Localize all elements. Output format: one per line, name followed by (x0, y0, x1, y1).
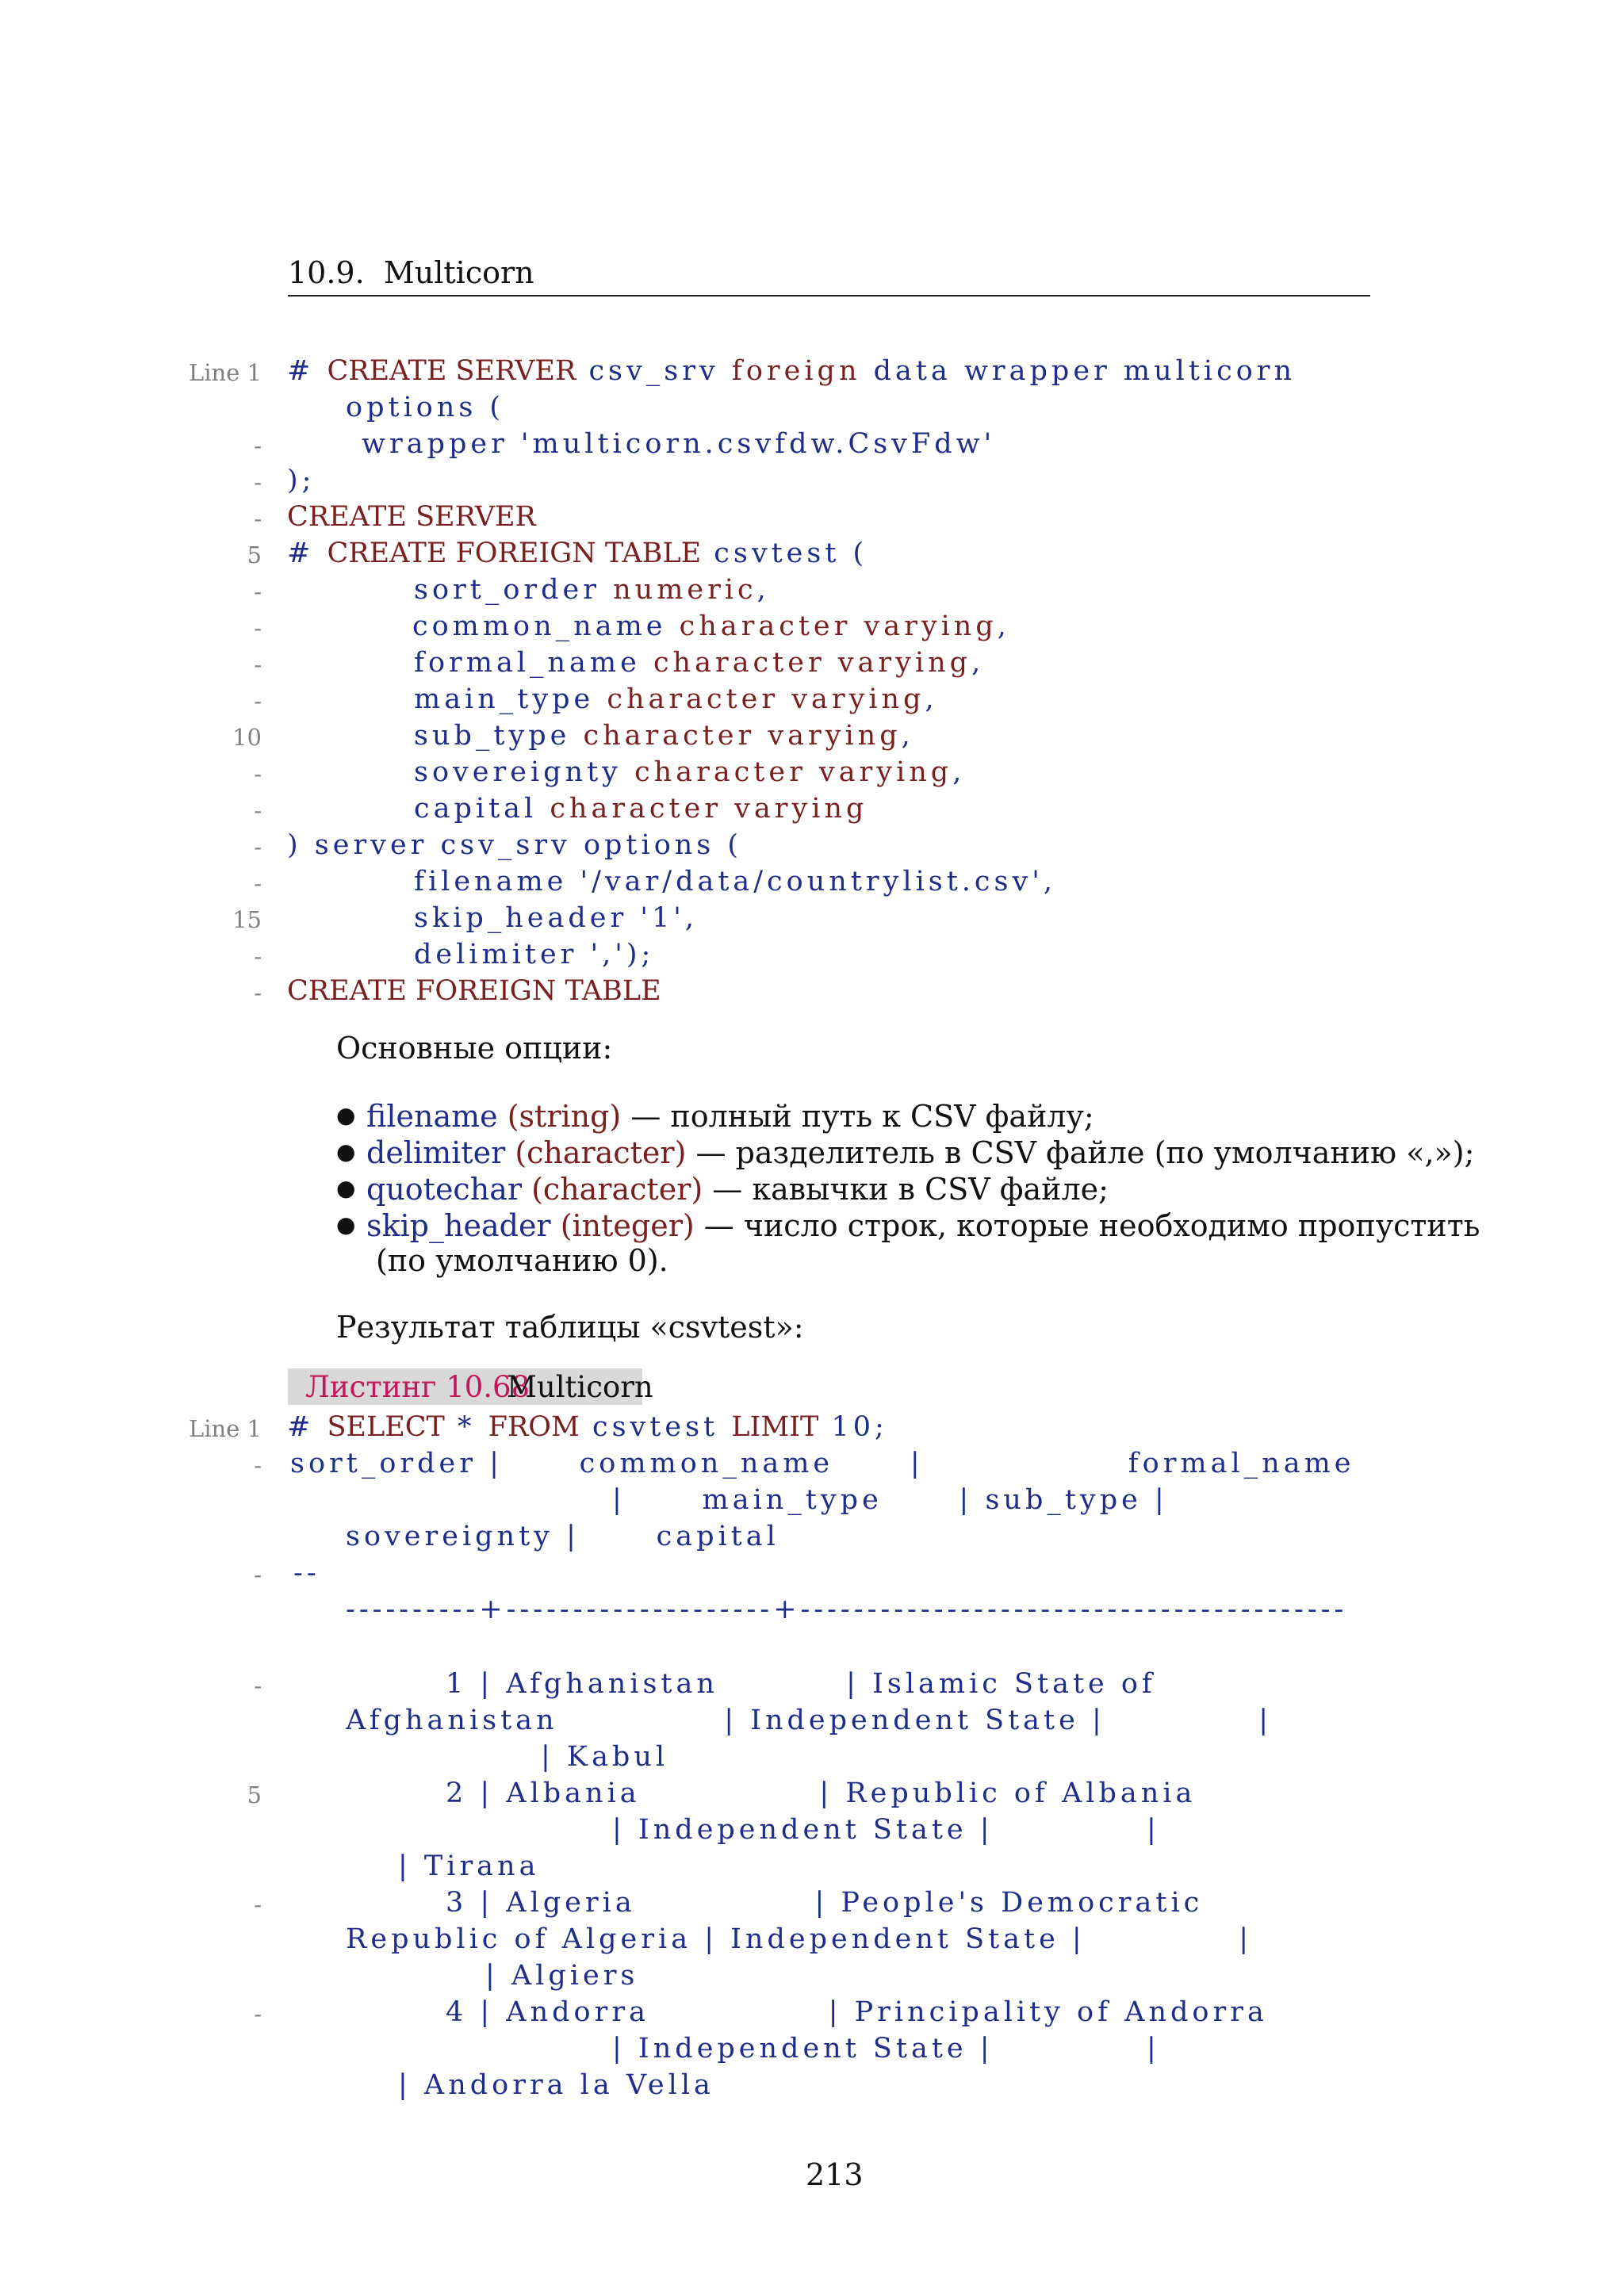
code-line (287, 501, 536, 533)
code-token: # (287, 355, 327, 387)
code-token: filename '/var/data/countrylist.csv', (414, 866, 1057, 897)
page-number: 213 (806, 2157, 864, 2192)
line-number: - (254, 2000, 262, 2027)
code-token: csvtest (579, 1411, 732, 1443)
line-number: Line 1 (188, 1415, 262, 1442)
line-number: - (254, 687, 262, 714)
code-line (414, 902, 698, 934)
code-token: # (287, 1411, 327, 1443)
code-token: data wrapper multicorn (860, 355, 1297, 387)
option-description: — число строк, которые необходимо пропустить (694, 1208, 1480, 1243)
code-token: , (756, 574, 770, 606)
options-heading: Основные опции: (336, 1031, 613, 1066)
code-token: character varying (550, 793, 868, 825)
code-token: character varying (607, 683, 925, 715)
options-continuation: (по умолчанию 0). (376, 1243, 668, 1278)
line-number: - (254, 469, 262, 496)
code-token: character varying (583, 720, 902, 752)
code-token: | Independent State | | (612, 2033, 1160, 2064)
code-token: Republic of Algeria | Independent State | | (346, 1923, 1253, 1955)
result-heading: Результат таблицы «csvtest»: (336, 1310, 804, 1345)
code-line (414, 756, 965, 788)
listing-title: Multicorn (507, 1370, 653, 1404)
bullet-icon: ● (336, 1102, 356, 1128)
line-number: - (254, 870, 262, 897)
section-number: 10.9. (288, 255, 365, 290)
code-line (446, 1777, 1196, 1809)
line-number: 5 (247, 541, 262, 568)
line-number: - (254, 943, 262, 970)
code-token: 2 | Albania | Republic of Albania (446, 1777, 1197, 1809)
code-line (612, 2033, 1160, 2064)
code-line (446, 1668, 1156, 1700)
code-line (346, 1594, 1347, 1625)
option-description: — кавычки в CSV файле; (703, 1172, 1109, 1207)
code-token: ); (287, 465, 316, 496)
code-line (287, 538, 868, 569)
line-number: 5 (247, 1781, 262, 1808)
code-token: sovereignty | capital (346, 1521, 779, 1552)
option-type: (integer) (560, 1208, 695, 1243)
option-item (366, 1172, 1109, 1207)
code-token: | Tirana (398, 1850, 540, 1882)
code-token: main_type (414, 683, 607, 715)
code-line (414, 720, 914, 752)
code-token: character varying (653, 647, 972, 679)
code-token: sub_type (414, 720, 584, 752)
option-name: delimiter (366, 1135, 515, 1170)
code-token: sort_order (414, 574, 614, 606)
code-token: # (287, 538, 327, 569)
listing-label: Листинг 10.68 (305, 1370, 530, 1404)
line-number: - (254, 651, 262, 678)
listing-caption (288, 1368, 653, 1405)
option-type: (character) (531, 1172, 703, 1207)
code-line (485, 1960, 638, 1992)
option-type: (string) (507, 1099, 622, 1134)
code-line (612, 1484, 1168, 1516)
running-header (288, 255, 534, 290)
code-line (293, 1557, 320, 1589)
code-token: , (901, 720, 914, 752)
option-description: — разделитель в CSV файле (по умолчанию «,»); (686, 1135, 1475, 1170)
code-token: FROM (488, 1411, 580, 1443)
code-token: sovereignty (414, 756, 635, 788)
code-line (346, 1521, 779, 1552)
line-number: - (254, 797, 262, 824)
line-number: Line 1 (188, 359, 262, 386)
header-rule (288, 295, 1370, 297)
option-name: filename (366, 1099, 508, 1134)
code-token: formal_name (414, 647, 653, 679)
code-line (414, 683, 938, 715)
code-token: SELECT (327, 1411, 445, 1443)
code-token: 3 | Algeria | People's Democratic (446, 1887, 1204, 1919)
code-token: sort_order | common_name | formal_name (290, 1448, 1355, 1479)
code-line (346, 1705, 1272, 1736)
code-line (612, 1814, 1160, 1846)
code-token: character varying (679, 610, 998, 642)
code-token: 1 | Afghanistan | Islamic State of (446, 1668, 1156, 1700)
code-line (412, 610, 1010, 642)
code-token: 4 | Andorra | Principality of Andorra (446, 1996, 1268, 2028)
line-number: 15 (232, 906, 262, 933)
code-token: ----------+--------------------+----------------------------------------- (346, 1594, 1348, 1625)
code-token: options ( (346, 392, 505, 423)
code-line (287, 355, 1296, 387)
code-token: csv_srv (576, 355, 732, 387)
code-line (398, 1850, 539, 1882)
option-name: quotechar (366, 1172, 532, 1207)
code-token: , (952, 756, 966, 788)
option-item (366, 1208, 1480, 1243)
code-token: , (925, 683, 938, 715)
code-token: | Andorra la Vella (398, 2069, 714, 2101)
bullet-icon: ● (336, 1211, 356, 1238)
code-token: common_name (412, 610, 680, 642)
line-number: - (254, 614, 262, 641)
code-token: character varying (634, 756, 953, 788)
code-token: skip_header '1', (414, 902, 699, 934)
code-line (287, 975, 661, 1007)
code-line (414, 647, 984, 679)
line-number: - (254, 833, 262, 860)
code-token: CREATE FOREIGN TABLE (327, 538, 702, 569)
code-token: , (971, 647, 985, 679)
line-number: - (254, 760, 262, 787)
section-title: Multicorn (383, 255, 534, 290)
code-line (414, 793, 868, 825)
line-number: - (254, 505, 262, 532)
code-line (287, 465, 315, 496)
code-line (414, 939, 654, 970)
code-token: LIMIT (731, 1411, 819, 1443)
code-line (287, 1411, 888, 1443)
line-number: - (254, 1891, 262, 1918)
code-line (362, 428, 995, 460)
line-number: - (254, 979, 262, 1006)
code-line (541, 1741, 668, 1773)
code-token: * (444, 1411, 488, 1443)
code-token: delimiter ','); (414, 939, 655, 970)
code-token: | Algiers (485, 1960, 639, 1992)
code-token: CREATE FOREIGN TABLE (287, 975, 661, 1007)
line-number: - (254, 1452, 262, 1479)
line-number: 10 (232, 724, 262, 751)
code-token: | main_type | sub_type | (612, 1484, 1168, 1516)
option-description: — полный путь к CSV файлу; (621, 1099, 1094, 1134)
option-item (366, 1099, 1094, 1134)
code-token: | Kabul (541, 1741, 669, 1773)
code-token: , (997, 610, 1010, 642)
code-token: CREATE SERVER (327, 355, 576, 387)
code-line (290, 1448, 1355, 1479)
code-token: CREATE SERVER (287, 501, 536, 533)
line-number: - (254, 432, 262, 459)
option-name: skip_header (366, 1208, 561, 1243)
code-token: ) server csv_srv options ( (287, 829, 743, 861)
code-token: foreign (731, 355, 861, 387)
code-token: numeric (613, 574, 757, 606)
bullet-icon: ● (336, 1175, 356, 1201)
code-line (446, 1996, 1268, 2028)
line-number: - (254, 578, 262, 605)
code-token: Afghanistan | Independent State | | (346, 1705, 1273, 1736)
code-line (414, 574, 770, 606)
line-number: - (254, 1672, 262, 1699)
code-token: | Independent State | | (612, 1814, 1160, 1846)
code-line (446, 1887, 1203, 1919)
code-line (346, 1923, 1252, 1955)
option-type: (character) (515, 1135, 687, 1170)
code-token: csvtest ( (701, 538, 868, 569)
code-line (287, 829, 742, 861)
bullet-icon: ● (336, 1138, 356, 1165)
code-token: 10; (818, 1411, 888, 1443)
line-number: - (254, 1561, 262, 1588)
code-line (398, 2069, 714, 2101)
code-token: capital (414, 793, 550, 825)
option-item (366, 1135, 1474, 1170)
code-token: wrapper 'multicorn.csvfdw.CsvFdw' (362, 428, 996, 460)
code-line (346, 392, 504, 423)
code-token: -- (293, 1557, 320, 1589)
code-line (414, 866, 1056, 897)
